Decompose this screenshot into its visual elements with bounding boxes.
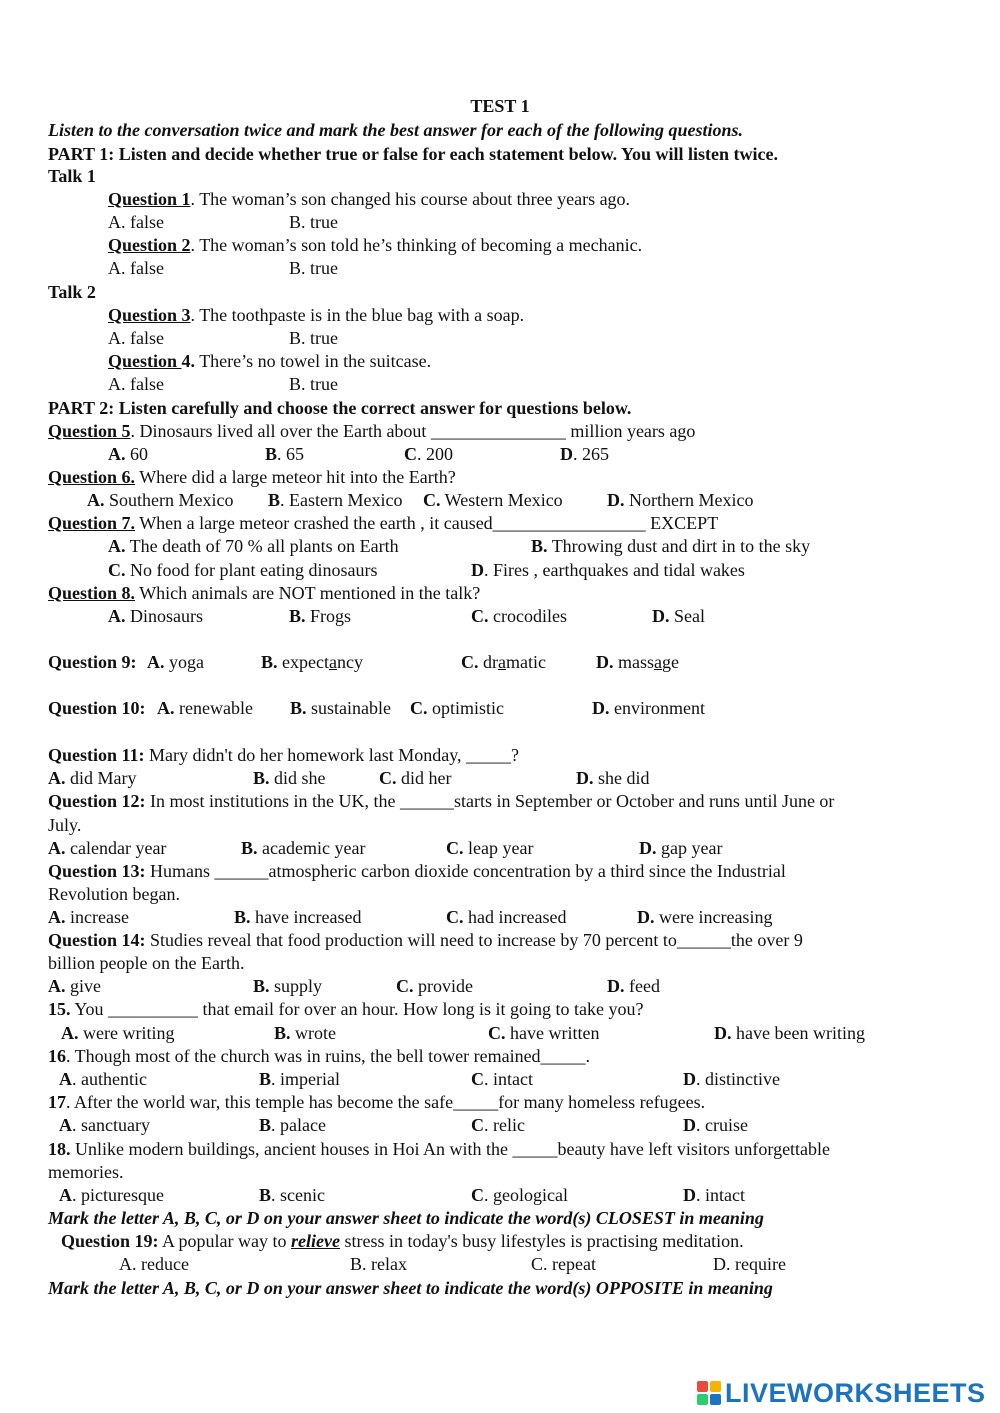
q3-option-a[interactable]: A. false: [108, 328, 164, 348]
q16-option-b[interactable]: B. imperial: [259, 1069, 340, 1089]
question-14-text: Studies reveal that food production will need to increase by 70 percent to______the over 9: [145, 930, 803, 950]
question-15-label: 15.: [48, 999, 71, 1019]
question-5: [48, 420, 695, 442]
q19-option-c[interactable]: C. repeat: [531, 1254, 596, 1274]
question-12-label: Question 12:: [48, 791, 146, 811]
q17-option-a[interactable]: A. sanctuary: [59, 1115, 150, 1135]
question-18-text-cont: memories.: [48, 1162, 124, 1182]
q10-option-a[interactable]: A. renewable: [157, 698, 253, 718]
q14-option-a[interactable]: A. give: [48, 976, 101, 996]
q12-option-b[interactable]: B. academic year: [241, 838, 366, 858]
q11-option-c[interactable]: C. did her: [379, 768, 452, 788]
question-6-text: Where did a large meteor hit into the Earth?: [135, 467, 456, 487]
question-13-text-cont: Revolution began.: [48, 884, 180, 904]
q6-option-b[interactable]: B. Eastern Mexico: [268, 490, 403, 510]
q1-option-a[interactable]: A. false: [108, 212, 164, 232]
question-4-label: Question: [108, 351, 182, 371]
q8-option-d[interactable]: D. Seal: [652, 606, 705, 626]
q19-option-b[interactable]: B. relax: [350, 1254, 407, 1274]
q12-option-d[interactable]: D. gap year: [639, 838, 723, 858]
question-17-text: . After the world war, this temple has become the safe_____for many homeless refugees.: [66, 1092, 706, 1112]
question-18-label: 18.: [48, 1139, 71, 1159]
q4-option-b[interactable]: B. true: [289, 374, 338, 394]
q15-option-d[interactable]: D. have been writing: [714, 1023, 865, 1043]
q11-option-d[interactable]: D. she did: [576, 768, 650, 788]
q9-option-d[interactable]: D. massage: [596, 652, 679, 672]
q4-option-a[interactable]: A. false: [108, 374, 164, 394]
part1-heading: PART 1: Listen and decide whether true or false for each statement below. You will listen twice.: [48, 144, 778, 164]
question-7-text: When a large meteor crashed the earth , it caused_________________ EXCEPT: [135, 513, 719, 533]
question-11: [48, 744, 519, 766]
q16-option-a[interactable]: A. authentic: [59, 1069, 147, 1089]
q7-option-d[interactable]: D. Fires , earthquakes and tidal wakes: [471, 560, 745, 580]
question-2-label: Question 2: [108, 235, 191, 255]
q10-option-b[interactable]: B. sustainable: [290, 698, 391, 718]
q9-option-b[interactable]: B. expectancy: [261, 652, 363, 672]
question-5-label: Question 5: [48, 421, 131, 441]
part2-heading: PART 2: Listen carefully and choose the correct answer for questions below.: [48, 398, 632, 418]
closest-meaning-instruction: Mark the letter A, B, C, or D on your answer sheet to indicate the word(s) CLOSEST in meaning: [48, 1208, 764, 1228]
q15-option-c[interactable]: C. have written: [488, 1023, 600, 1043]
opposite-meaning-instruction: Mark the letter A, B, C, or D on your answer sheet to indicate the word(s) OPPOSITE in meaning: [48, 1278, 773, 1298]
question-2-text: . The woman’s son told he’s thinking of becoming a mechanic.: [190, 235, 643, 255]
q6-option-d[interactable]: D. Northern Mexico: [607, 490, 754, 510]
test-title: TEST 1: [470, 96, 530, 116]
question-14-text-cont: billion people on the Earth.: [48, 953, 245, 973]
question-19-label: Question 19:: [61, 1231, 159, 1251]
q14-option-b[interactable]: B. supply: [253, 976, 323, 996]
question-3: [108, 304, 524, 326]
q7-option-a[interactable]: A. The death of 70 % all plants on Earth: [108, 536, 399, 556]
question-1-text: . The woman’s son changed his course about three years ago.: [190, 189, 631, 209]
question-3-label: Question 3: [108, 305, 191, 325]
question-3-text: . The toothpaste is in the blue bag with a soap.: [190, 305, 525, 325]
question-15: [48, 998, 643, 1020]
q19-option-d[interactable]: D. require: [713, 1254, 786, 1274]
q13-option-b[interactable]: B. have increased: [234, 907, 362, 927]
q11-option-a[interactable]: A. did Mary: [48, 768, 137, 788]
q16-option-c[interactable]: C. intact: [471, 1069, 533, 1089]
question-19-text: A popular way to: [158, 1231, 292, 1251]
question-15-text: You __________ that email for over an hour. How long is it going to take you?: [70, 999, 644, 1019]
question-9-label: Question 9:: [48, 652, 137, 672]
q1-option-b[interactable]: B. true: [289, 212, 338, 232]
q18-option-d[interactable]: D. intact: [683, 1185, 745, 1205]
question-19-text-end: stress in today's busy lifestyles is practising meditation.: [339, 1231, 744, 1251]
q13-option-a[interactable]: A. increase: [48, 907, 129, 927]
q13-option-c[interactable]: C. had increased: [446, 907, 567, 927]
q17-option-b[interactable]: B. palace: [259, 1115, 326, 1135]
q15-option-a[interactable]: A. were writing: [61, 1023, 175, 1043]
question-13-text: Humans ______atmospheric carbon dioxide concentration by a third since the Industrial: [145, 861, 786, 881]
question-10-label: Question 10:: [48, 698, 146, 718]
q10-option-d[interactable]: D. environment: [592, 698, 705, 718]
q13-option-d[interactable]: D. were increasing: [637, 907, 773, 927]
q15-option-b[interactable]: B. wrote: [274, 1023, 336, 1043]
q6-option-c[interactable]: C. Western Mexico: [423, 490, 563, 510]
question-5-text: . Dinosaurs lived all over the Earth about _______________ million years ago: [130, 421, 696, 441]
q18-option-a[interactable]: A. picturesque: [59, 1185, 164, 1205]
question-1: [108, 188, 630, 210]
q12-option-c[interactable]: C. leap year: [446, 838, 534, 858]
question-4-number: 4.: [181, 351, 196, 371]
q17-option-c[interactable]: C. relic: [471, 1115, 525, 1135]
talk1-heading: Talk 1: [48, 166, 96, 186]
question-14-label: Question 14:: [48, 930, 146, 950]
question-16-label: 16: [48, 1046, 66, 1066]
liveworksheets-logo-text: LIVEWORKSHEETS: [725, 1377, 986, 1408]
q5-option-a[interactable]: A. 60: [108, 444, 148, 464]
listen-instruction: Listen to the conversation twice and mark the best answer for each of the following questions.: [48, 120, 744, 140]
q14-option-c[interactable]: C. provide: [396, 976, 473, 996]
q16-option-d[interactable]: D. distinctive: [683, 1069, 780, 1089]
question-11-label: Question 11:: [48, 745, 145, 765]
q17-option-d[interactable]: D. cruise: [683, 1115, 748, 1135]
q9-option-c[interactable]: C. dramatic: [461, 652, 546, 672]
question-16: [48, 1045, 590, 1067]
q2-option-b[interactable]: B. true: [289, 258, 338, 278]
q5-option-c[interactable]: C. 200: [404, 444, 453, 464]
question-16-text: . Though most of the church was in ruins, the bell tower remained_____.: [66, 1046, 591, 1066]
question-18-text: Unlike modern buildings, ancient houses in Hoi An with the _____beauty have left visitors unforgettable: [70, 1139, 831, 1159]
question-19: [61, 1230, 744, 1252]
liveworksheets-logo[interactable]: [697, 1378, 986, 1408]
q7-option-c[interactable]: C. No food for plant eating dinosaurs: [108, 560, 378, 580]
question-6: [48, 466, 456, 488]
q18-option-b[interactable]: B. scenic: [259, 1185, 325, 1205]
question-4-text: There’s no towel in the suitcase.: [195, 351, 432, 371]
question-18: [48, 1138, 830, 1160]
question-14: [48, 929, 803, 951]
q2-option-a[interactable]: A. false: [108, 258, 164, 278]
question-4: [108, 350, 431, 372]
q10-option-c[interactable]: C. optimistic: [410, 698, 504, 718]
question-17-label: 17: [48, 1092, 66, 1112]
question-7: [48, 512, 718, 534]
talk2-heading: Talk 2: [48, 282, 96, 302]
q11-option-b[interactable]: B. did she: [253, 768, 326, 788]
question-13: [48, 860, 786, 882]
question-13-label: Question 13:: [48, 861, 146, 881]
q6-option-a[interactable]: A. Southern Mexico: [87, 490, 234, 510]
question-2: [108, 234, 642, 256]
question-12: [48, 790, 834, 812]
question-17: [48, 1091, 705, 1113]
q14-option-d[interactable]: D. feed: [607, 976, 660, 996]
liveworksheets-logo-icon: [697, 1381, 721, 1405]
question-12-text-cont: July.: [48, 815, 82, 835]
q5-option-b[interactable]: B. 65: [265, 444, 305, 464]
q12-option-a[interactable]: A. calendar year: [48, 838, 167, 858]
q8-option-a[interactable]: A. Dinosaurs: [108, 606, 203, 626]
question-12-text: In most institutions in the UK, the ______starts in September or October and runs until June or: [145, 791, 835, 811]
q9-option-a[interactable]: A. yoga: [147, 652, 204, 672]
q5-option-d[interactable]: D. 265: [560, 444, 609, 464]
question-8-text: Which animals are NOT mentioned in the talk?: [135, 583, 481, 603]
q3-option-b[interactable]: B. true: [289, 328, 338, 348]
q19-option-a[interactable]: A. reduce: [119, 1254, 189, 1274]
question-8: [48, 582, 480, 604]
question-1-label: Question 1: [108, 189, 191, 209]
q8-option-b[interactable]: B. Frogs: [289, 606, 352, 626]
q18-option-c[interactable]: C. geological: [471, 1185, 568, 1205]
q7-option-b[interactable]: B. Throwing dust and dirt in to the sky: [531, 536, 811, 556]
question-7-label: Question 7.: [48, 513, 136, 533]
question-8-label: Question 8.: [48, 583, 136, 603]
question-11-text: Mary didn't do her homework last Monday, _____?: [144, 745, 520, 765]
question-19-keyword: relieve: [291, 1231, 340, 1251]
q8-option-c[interactable]: C. crocodiles: [471, 606, 567, 626]
question-6-label: Question 6.: [48, 467, 136, 487]
